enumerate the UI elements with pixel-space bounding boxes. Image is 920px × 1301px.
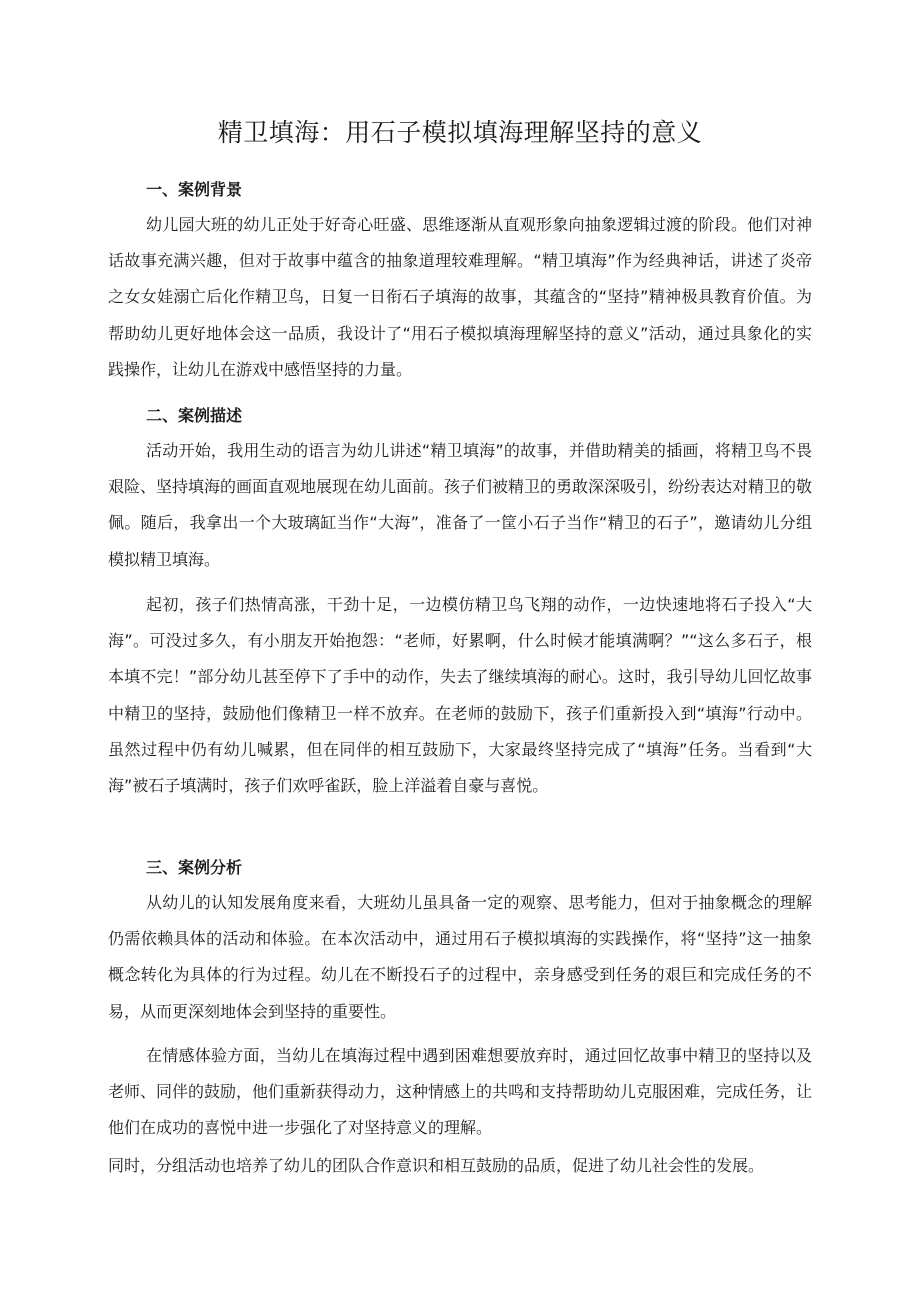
section-heading-analysis: 三、案例分析 — [146, 858, 243, 877]
section-heading-description: 二、案例描述 — [146, 406, 243, 425]
paragraph-analysis-1: 从幼儿的认知发展角度来看，大班幼儿虽具备一定的观察、思考能力，但对于抽象概念的理解仍需依赖具体的活动和体验。在本次活动中，通过用石子模拟填海的实践操作，将“坚持”这一抽象概念转化为具体的行为过程。幼儿在不断投石子的过程中，亲身感受到任务的艰巨和完成任务的不易，从而更深刻地体会到坚持的重要性。 — [108, 893, 812, 1021]
page-title: 精卫填海：用石子模拟填海理解坚持的意义 — [217, 118, 703, 147]
paragraph-background: 幼儿园大班的幼儿正处于好奇心旺盛、思维逐渐从直观形象向抽象逻辑过渡的阶段。他们对神话故事充满兴趣，但对于故事中蕴含的抽象道理较难理解。“精卫填海”作为经典神话，讲述了炎帝之女女娃溺亡后化作精卫鸟，日复一日衔石子填海的故事，其蕴含的“坚持”精神极具教育价值。为帮助幼儿更好地体会这一品质，我设计了“用石子模拟填海理解坚持的意义”活动，通过具象化的实践操作，让幼儿在游戏中感悟坚持的力量。 — [108, 215, 812, 379]
paragraph-description-2: 起初，孩子们热情高涨，干劲十足，一边模仿精卫鸟飞翔的动作，一边快速地将石子投入“大海”。可没过多久，有小朋友开始抱怨：“老师，好累啊，什么时候才能填满啊？”“这么多石子，根本填不完！”部分幼儿甚至停下了手中的动作，失去了继续填海的耐心。这时，我引导幼儿回忆故事中精卫的坚持，鼓励他们像精卫一样不放弃。在老师的鼓励下，孩子们重新投入到“填海”行动中。虽然过程中仍有幼儿喊累，但在同伴的相互鼓励下，大家最终坚持完成了“填海”任务。当看到“大海”被石子填满时，孩子们欢呼雀跃，脸上洋溢着自豪与喜悦。 — [108, 595, 812, 796]
paragraph-analysis-2: 在情感体验方面，当幼儿在填海过程中遇到困难想要放弃时，通过回忆故事中精卫的坚持以及老师、同伴的鼓励，他们重新获得动力，这种情感上的共鸣和支持帮助幼儿克服困难，完成任务，让他们在成功的喜悦中进一步强化了对坚持意义的理解。 — [108, 1046, 813, 1138]
section-heading-background: 一、案例背景 — [146, 180, 243, 199]
paragraph-analysis-3: 同时，分组活动也培养了幼儿的团队合作意识和相互鼓励的品质，促进了幼儿社会性的发展。 — [108, 1156, 765, 1175]
paragraph-description-1: 活动开始，我用生动的语言为幼儿讲述“精卫填海”的故事，并借助精美的插画，将精卫鸟不畏艰险、坚持填海的画面直观地展现在幼儿面前。孩子们被精卫的勇敢深深吸引，纷纷表达对精卫的敬佩。随后，我拿出一个大玻璃缸当作“大海”，准备了一筐小石子当作“精卫的石子”，邀请幼儿分组模拟精卫填海。 — [108, 441, 813, 569]
